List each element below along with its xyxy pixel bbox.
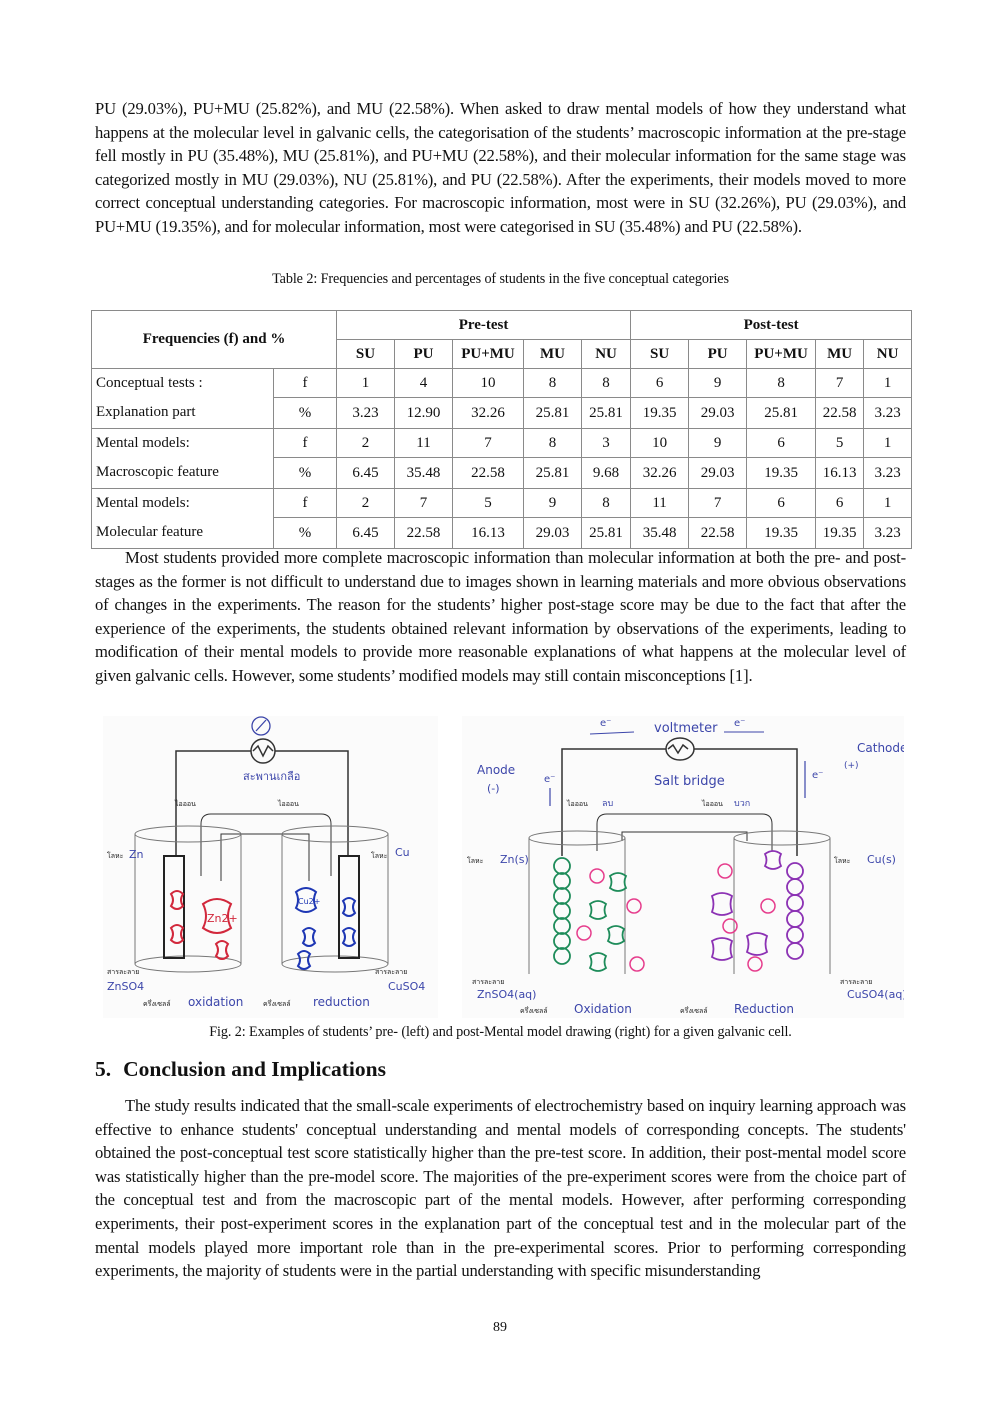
table-cell: 1 — [337, 369, 395, 398]
table-cell: 32.26 — [453, 398, 524, 429]
table-cell: 29.03 — [689, 458, 747, 489]
electron-label-cathode: e⁻ — [812, 770, 824, 781]
table-cell: 22.58 — [395, 518, 453, 549]
galvanic-cell-pre-diagram — [103, 716, 438, 1018]
table-cell: 19.35 — [747, 518, 816, 549]
halfcell-label-left: ครึ่งเซลล์ — [143, 1000, 171, 1008]
row-unit: % — [274, 518, 337, 549]
table-cell: 8 — [747, 369, 816, 398]
table-cell: 25.81 — [582, 518, 631, 549]
table-cell: 2 — [337, 489, 395, 518]
table-cell: 35.48 — [631, 518, 689, 549]
table-cell: 22.58 — [689, 518, 747, 549]
table-cell: 3.23 — [864, 458, 912, 489]
section-heading — [95, 1057, 386, 1082]
halfcell-left-value: oxidation — [188, 995, 244, 1009]
cathode-label: Cathode — [857, 741, 904, 755]
column-header: PU — [395, 340, 453, 369]
halfcell-left-value: Oxidation — [574, 1002, 632, 1016]
table-cell: 6.45 — [337, 518, 395, 549]
row-unit: f — [274, 369, 337, 398]
table-row — [92, 518, 912, 549]
table-cell: 4 — [395, 369, 453, 398]
table-cell: 8 — [582, 369, 631, 398]
row-label: Molecular feature — [92, 518, 274, 549]
table-cell: 9.68 — [582, 458, 631, 489]
metal-left-value: Zn(s) — [500, 853, 529, 866]
table-cell: 5 — [816, 429, 864, 458]
ion-left-value: ลบ — [602, 799, 614, 809]
row-label: Conceptual tests : — [92, 369, 274, 398]
column-header: PU — [689, 340, 747, 369]
solution-label-right: สารละลาย — [375, 968, 408, 976]
paragraph-conclusion: The study results indicated that the small-scale experiments of electrochemistry based on inquiry learning approach was effective to enhance students' conceptual understanding and mental models of corresponding concepts. The students' obtained the post-conceptual test score statistically higher than the pre-test score. In addition, their post-mental model score was statistically higher than the pre-model score. The majorities of the pre-experiment scores were from the choice part of the conceptual test and from the macroscopic part of the mental models. However, after performing corresponding experiments, their post-experiment scores in the explanation part of the conceptual test and in the molecular part of the mental models played more important role than in the pre-experimental scores. Prior to performing corresponding experiments, the majority of students were in the partial understanding with specific misunderstanding — [95, 1096, 906, 1281]
table-cell: 22.58 — [453, 458, 524, 489]
table-cell: 2 — [337, 429, 395, 458]
table-cell: 11 — [395, 429, 453, 458]
cu-ion-label: Cu2+ — [298, 897, 321, 906]
metal-label-right: โลหะ — [834, 857, 851, 865]
table-row — [92, 489, 912, 518]
table-cell: 29.03 — [524, 518, 582, 549]
column-header: SU — [337, 340, 395, 369]
metal-label-left: โลหะ — [107, 852, 124, 860]
ion-label-left: ไอออน — [175, 800, 196, 808]
corner-header: Frequencies (f) and % — [92, 311, 337, 369]
group-header-post-test: Post-test — [631, 311, 912, 340]
table-cell: 7 — [453, 429, 524, 458]
frequency-table — [91, 310, 912, 549]
table-cell: 29.03 — [689, 398, 747, 429]
table-cell: 12.90 — [395, 398, 453, 429]
halfcell-label-right: ครึ่งเซลล์ — [263, 1000, 291, 1008]
column-header: PU+MU — [747, 340, 816, 369]
figure-post-model-drawing — [462, 716, 904, 1018]
solution-label-right: สารละลาย — [840, 978, 873, 986]
figure-pre-model-drawing — [103, 716, 438, 1018]
table-cell: 11 — [631, 489, 689, 518]
halfcell-right-value: reduction — [313, 995, 370, 1009]
electron-label-left: e⁻ — [600, 718, 612, 729]
table-cell: 6 — [747, 429, 816, 458]
row-unit: f — [274, 489, 337, 518]
page-number: 89 — [493, 1320, 507, 1335]
solution-label-left: สารละลาย — [107, 968, 140, 976]
anode-sign: (-) — [487, 782, 500, 795]
table-cell: 25.81 — [747, 398, 816, 429]
solution-label-left: สารละลาย — [472, 978, 505, 986]
paragraph-discussion: Most students provided more complete macroscopic information than molecular information at both the pre- and post-stages as the former is not difficult to understand due to images shown in learning materials and more obvious observations of changes in the experiments. The reason for the students’ higher post-stage score may be due to the fact that after the experience of the experiments, the students obtained relevant information by observations of the experiments, leading to modification of their mental models to provide more reasonable explanations of what happens at the molecular level of given galvanic cells. However, some students’ modified models may still contain misconceptions [1]. — [95, 548, 906, 685]
anode-label: Anode — [477, 763, 516, 777]
table-cell: 9 — [524, 489, 582, 518]
ion-right-value: บวก — [734, 799, 751, 809]
table-cell: 35.48 — [395, 458, 453, 489]
table-cell: 25.81 — [582, 398, 631, 429]
table-row — [92, 429, 912, 458]
salt-bridge-label: สะพานเกลือ — [243, 770, 301, 783]
table-cell: 1 — [864, 489, 912, 518]
table-cell: 6 — [631, 369, 689, 398]
table-row — [92, 458, 912, 489]
electron-label-right: e⁻ — [734, 718, 746, 729]
group-header-pre-test: Pre-test — [337, 311, 631, 340]
table-cell: 32.26 — [631, 458, 689, 489]
section-title: Conclusion and Implications — [123, 1057, 386, 1081]
table-cell: 25.81 — [524, 458, 582, 489]
column-header: MU — [524, 340, 582, 369]
ion-label-right: ไอออน — [278, 800, 299, 808]
figure-caption: Fig. 2: Examples of students’ pre- (left) and post-Mental model drawing (right) for a given galvanic cell. — [209, 1024, 792, 1040]
electron-label-anode: e⁻ — [544, 774, 556, 785]
table-cell: 5 — [453, 489, 524, 518]
table-cell: 19.35 — [631, 398, 689, 429]
table-cell: 8 — [582, 489, 631, 518]
table-cell: 19.35 — [747, 458, 816, 489]
table-cell: 6.45 — [337, 458, 395, 489]
row-label: Macroscopic feature — [92, 458, 274, 489]
column-header: SU — [631, 340, 689, 369]
table-cell: 10 — [631, 429, 689, 458]
metal-left-value: Zn — [129, 848, 144, 861]
table-cell: 16.13 — [453, 518, 524, 549]
table-row — [92, 369, 912, 398]
metal-label-left: โลหะ — [467, 857, 484, 865]
ion-label-left: ไอออน — [567, 800, 588, 808]
table-cell: 3.23 — [864, 398, 912, 429]
table-cell: 3 — [582, 429, 631, 458]
table-cell: 7 — [816, 369, 864, 398]
table-cell: 6 — [816, 489, 864, 518]
table-cell: 9 — [689, 369, 747, 398]
table-cell: 3.23 — [337, 398, 395, 429]
table-cell: 6 — [747, 489, 816, 518]
halfcell-label-left: ครึ่งเซลล์ — [520, 1007, 548, 1015]
table-cell: 8 — [524, 429, 582, 458]
table-cell: 7 — [395, 489, 453, 518]
metal-label-right: โลหะ — [371, 852, 388, 860]
salt-bridge-label: Salt bridge — [654, 774, 725, 789]
table-cell: 1 — [864, 429, 912, 458]
section-number: 5. — [95, 1057, 112, 1081]
table-caption: Table 2: Frequencies and percentages of students in the five conceptual categories — [272, 271, 729, 287]
row-unit: % — [274, 398, 337, 429]
halfcell-label-right: ครึ่งเซลล์ — [680, 1007, 708, 1015]
halfcell-right-value: Reduction — [734, 1002, 794, 1016]
table-cell: 7 — [689, 489, 747, 518]
column-header: PU+MU — [453, 340, 524, 369]
row-label: Mental models: — [92, 429, 274, 458]
zn-ion-label: Zn2+ — [207, 912, 238, 925]
column-header: NU — [864, 340, 912, 369]
table-cell: 10 — [453, 369, 524, 398]
table-row — [92, 398, 912, 429]
metal-right-value: Cu(s) — [867, 853, 896, 866]
row-label: Mental models: — [92, 489, 274, 518]
cathode-sign: (+) — [844, 761, 859, 771]
row-unit: % — [274, 458, 337, 489]
paragraph-results-summary: PU (29.03%), PU+MU (25.82%), and MU (22.58%). When asked to draw mental models of how they understand what happens at the molecular level in galvanic cells, the categorisation of the students’ macroscopic information at the pre-stage fell mostly in PU (35.48%), MU (25.81%), and PU+MU (22.58%), and their molecular information for the same stage was categorized mostly in MU (29.03%), NU (25.81%), and PU (22.58%). After the experiments, their models moved to more correct conceptual understanding categories. For macroscopic information, most were in SU (32.26%), PU (29.03%), and PU+MU (19.35%), and for molecular information, most were categorised in SU (35.48%) and PU (22.58%). — [95, 99, 906, 236]
column-header: NU — [582, 340, 631, 369]
table-cell: 16.13 — [816, 458, 864, 489]
metal-right-value: Cu — [395, 846, 410, 859]
table-cell: 8 — [524, 369, 582, 398]
table-cell: 3.23 — [864, 518, 912, 549]
table-cell: 19.35 — [816, 518, 864, 549]
row-label: Explanation part — [92, 398, 274, 429]
voltmeter-label: voltmeter — [654, 721, 718, 736]
solution-right-value: CuSO4 — [388, 980, 426, 993]
table-cell: 22.58 — [816, 398, 864, 429]
table-cell: 9 — [689, 429, 747, 458]
table-cell: 1 — [864, 369, 912, 398]
galvanic-cell-post-diagram — [462, 716, 904, 1018]
column-header: MU — [816, 340, 864, 369]
row-unit: f — [274, 429, 337, 458]
solution-right-value: CuSO4(aq) — [847, 988, 904, 1001]
table-cell: 25.81 — [524, 398, 582, 429]
solution-left-value: ZnSO4(aq) — [477, 988, 537, 1001]
solution-left-value: ZnSO4 — [107, 980, 145, 993]
ion-label-right: ไอออน — [702, 800, 723, 808]
